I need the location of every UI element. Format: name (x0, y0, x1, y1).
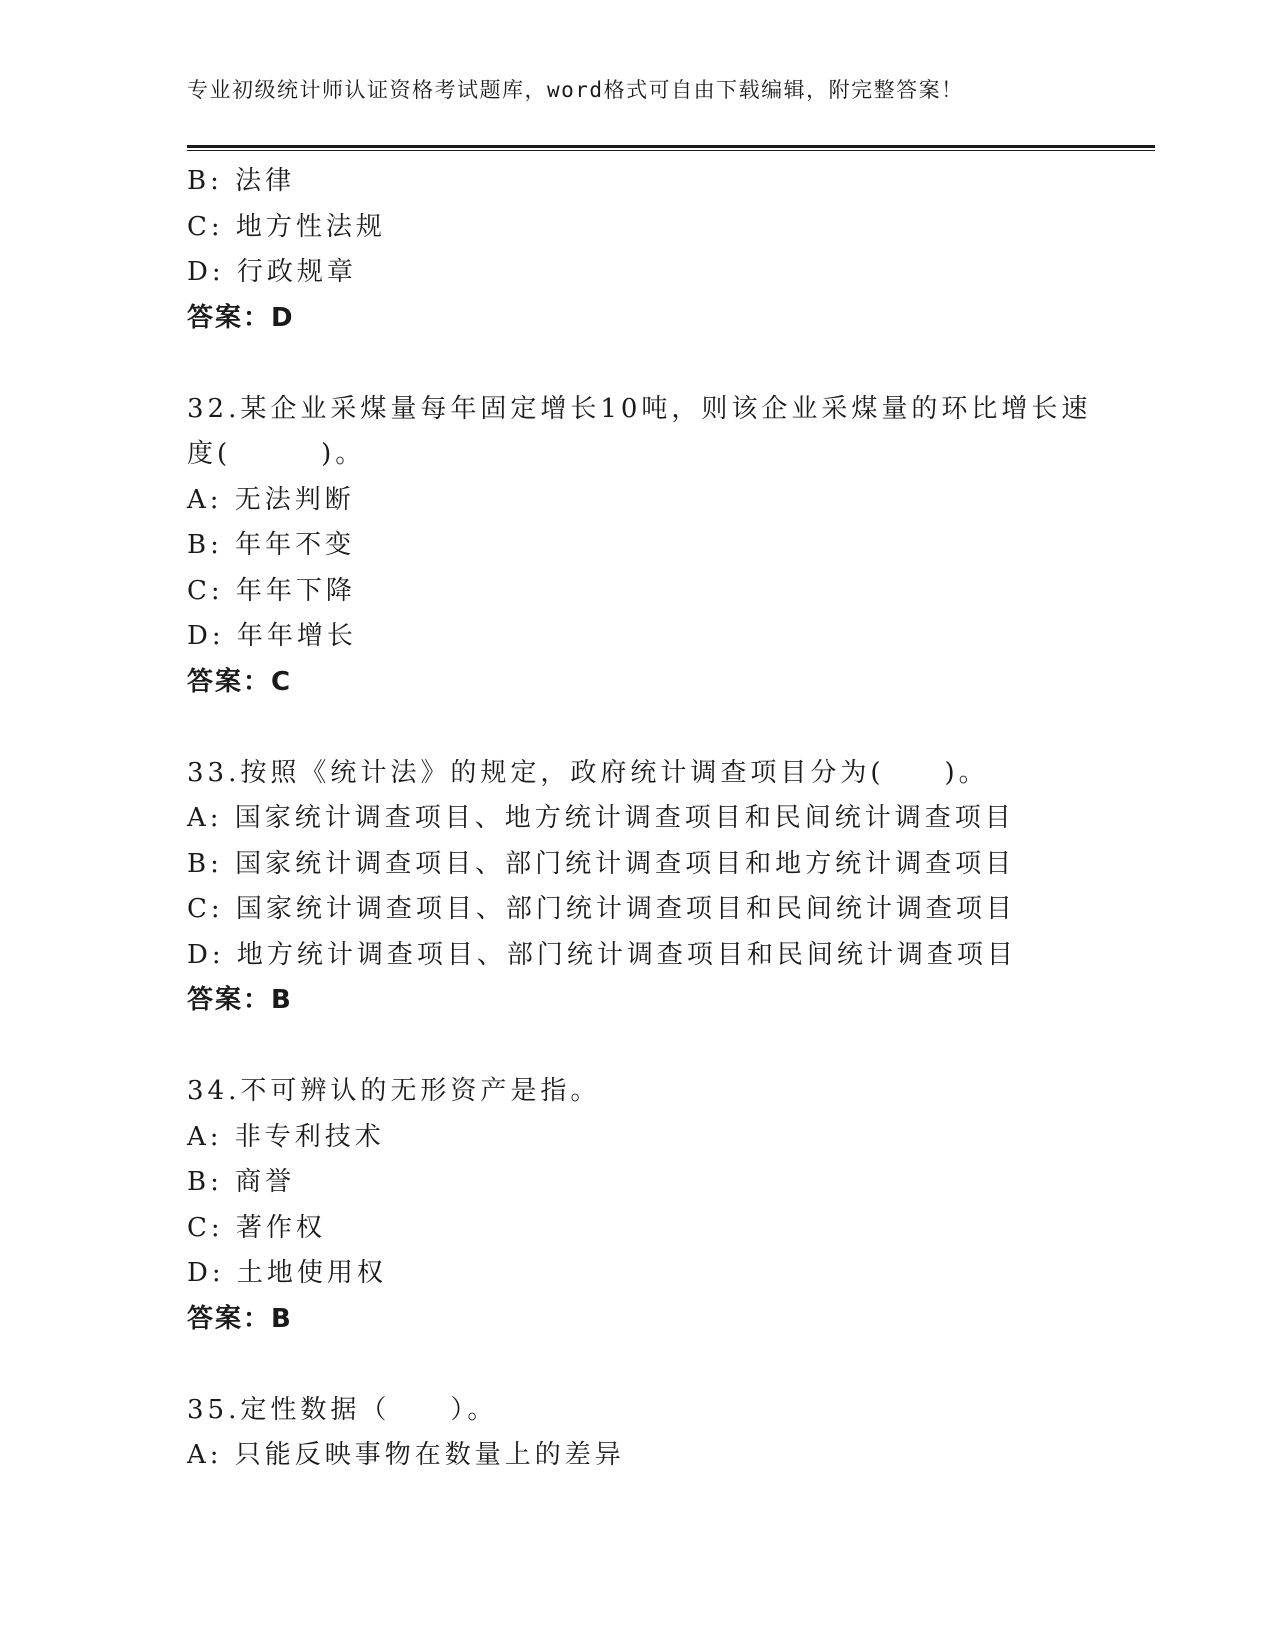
question-stem-continued: 度( )。 (187, 439, 366, 469)
option-b: B: 年年不变 (187, 530, 356, 560)
option-b: B: 法律 (187, 166, 296, 196)
question-stem: 32.某企业采煤量每年固定增长10吨，则该企业采煤量的环比增长速 (187, 393, 1092, 424)
answer-line: 答案：D (187, 302, 295, 333)
question-31-continuation (187, 159, 1107, 341)
option-a: A: 非专利技术 (187, 1121, 385, 1152)
question-content (187, 159, 1107, 1479)
option-a: A: 无法判断 (187, 484, 355, 515)
question-32 (187, 387, 1107, 706)
question-33 (187, 751, 1107, 1024)
option-c: C: 年年下降 (187, 575, 356, 606)
option-c: C: 国家统计调查项目、部门统计调查项目和民间统计调查项目 (187, 894, 1016, 924)
question-stem: 33.按照《统计法》的规定，政府统计调查项目分为( )。 (187, 757, 989, 788)
header-rule-thick (187, 145, 1155, 148)
answer-line: 答案：B (187, 985, 293, 1015)
question-35 (187, 1388, 1107, 1479)
answer-line: 答案：B (187, 1303, 293, 1334)
question-34 (187, 1069, 1107, 1342)
option-d: D: 行政规章 (187, 257, 357, 287)
option-d: D: 年年增长 (187, 621, 357, 651)
question-stem: 35.定性数据（ ）。 (187, 1394, 498, 1425)
option-a: A: 国家统计调查项目、地方统计调查项目和民间统计调查项目 (187, 803, 1015, 833)
option-d: D: 土地使用权 (187, 1258, 387, 1288)
option-a: A: 只能反映事物在数量上的差异 (187, 1440, 625, 1470)
option-c: C: 著作权 (187, 1212, 326, 1243)
option-b: B: 国家统计调查项目、部门统计调查项目和地方统计调查项目 (187, 848, 1016, 879)
page-header: 专业初级统计师认证资格考试题库，word格式可自由下载编辑，附完整答案！ (187, 78, 964, 102)
option-d: D: 地方统计调查项目、部门统计调查项目和民间统计调查项目 (187, 939, 1017, 970)
option-c: C: 地方性法规 (187, 211, 386, 242)
option-b: B: 商誉 (187, 1167, 296, 1197)
answer-line: 答案：C (187, 666, 293, 697)
question-stem: 34.不可辨认的无形资产是指。 (187, 1076, 601, 1106)
header-rule-thin (187, 150, 1155, 151)
